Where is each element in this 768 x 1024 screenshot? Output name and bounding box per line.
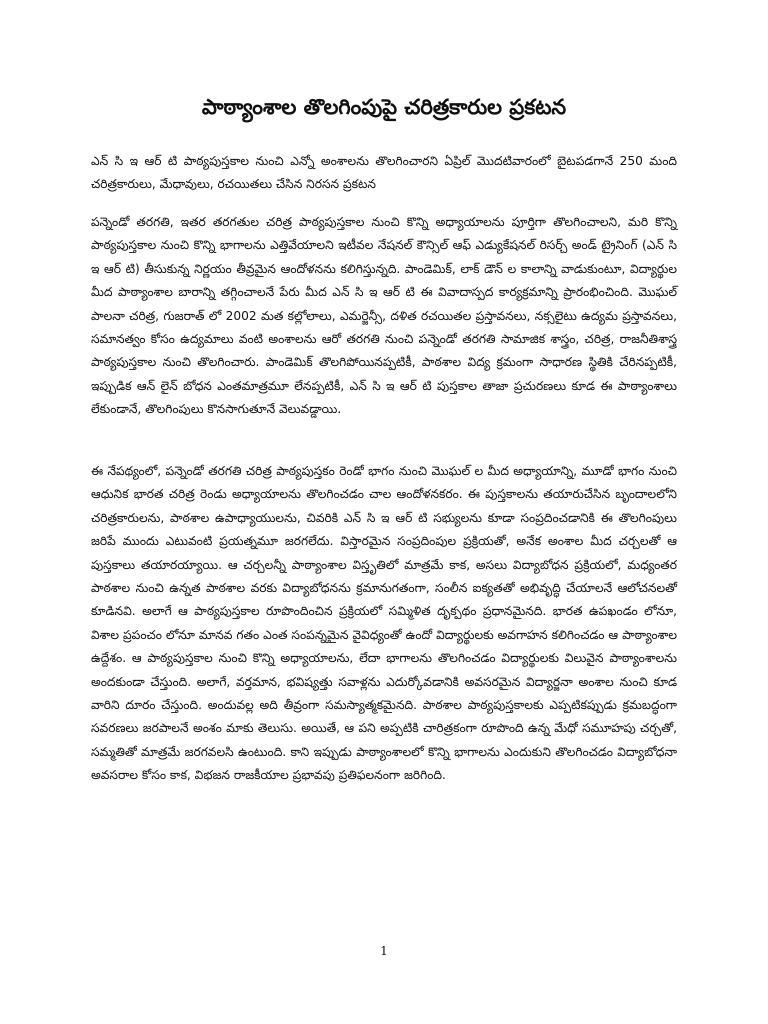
- body-paragraph-2: ఈ నేపథ్యంలో, పన్నెండో తరగతి చరిత్ర పాఠ్యపుస్తకం రెండో భాగం నుంచి మొఘల్ ల మీద అధ్యాయాన్ని, మూడో భాగం నుంచి ఆధునిక భారత చరిత్ర రెండు అధ్యాయాలను తొలగించడం చాల ఆందోళనకరం. ఈ పుస్తకాలను తయారుచేసిన బృందాలలోని చరిత్రకారులను, పాఠశాల ఉపాధ్యాయులను, చివరికి ఎన్ సి ఇ ఆర్ టి సభ్యులను కూడా సంప్రదించడానికి ఈ తొలగింపులు జరిపే ముందు ఎటువంటి ప్రయత్నమూ జరగలేదు. విస్తారమైన సంప్రదింపుల ప్రక్రియతో, అనేక అంశాల మీద చర్చలతో ఆ పుస్తకాలు తయారయ్యాయి. ఆ చర్చలన్నీ పాఠ్యాంశాల విస్తృతిలో మాత్రమే కాక, అసలు విద్యాబోధన ప్రక్రియలో, మధ్యంతర పాఠశాల నుంచి ఉన్నత పాఠశాల వరకు విద్యాబోధనను క్రమానుగతంగా, సంలీన ఐక్యతతో అభివృద్ధి చేయాలనే ఆలోచనలతో కూడినవి. అలాగే ఆ పాఠ్యపుస్తకాల రూపొందించిన ప్రక్రియలో సమ్మిళిత దృక్పథం ప్రధానమైనది. భారత ఉపఖండం లోనూ, విశాల ప్రపంచం లోనూ మానవ గతం ఎంత సంపన్నమైన వైవిధ్యంతో ఉందో విద్యార్థులకు అవగాహన కలిగించడం ఆ పాఠ్యాంశాల ఉద్దేశం. ఆ పాఠ్యపుస్తకాల నుంచి కొన్ని అధ్యాయాలను, లేదా భాగాలను తొలగించడం విద్యార్థులకు విలువైన పాఠ్యాంశాలను అందకుండా చేస్తుంది. అలాగే, వర్తమాన, భవిష్యత్తు సవాళ్లను ఎదుర్కోవడానికి అవసరమైన విద్యార్జనా అంశాల నుంచి కూడ వారిని దూరం చేస్తుంది. అందువల్ల అది తీవ్రంగా సమస్యాత్మకమైనది. పాఠశాల పాఠ్యపుస్తకాలకు ఎప్పటికప్పుడు క్రమబద్ధంగా సవరణలు జరపాలనే అంశం మాకు తెలుసు. అయితే, ఆ పని అప్పటికి చారిత్రకంగా రూపొంది ఉన్న మేధో సమూహపు చర్చతో, సమ్మతితో మాత్రమే జరగవలసి ఉంటుంది. కాని ఇప్పుడు పాఠ్యాంశాలలో కొన్ని భాగాలను ఎందుకుని తొలగించడం విద్యాబోధనా అవసరాల కోసం కాక, విభజన రాజకీయాల ప్రభావపు ప్రతిఫలనంగా జరిగింది.: [91, 464, 677, 783]
- body-paragraph-1: పన్నెండో తరగతి, ఇతర తరగతుల చరిత్ర పాఠ్యపుస్తకాల నుంచి కొన్ని అధ్యాయాలను పూర్తిగా తొలగించాలని, మరి కొన్ని పాఠ్యపుస్తకాల నుంచి కొన్ని భాగాలను ఎత్తివేయాలని ఇటీవల నేషనల్ కౌన్సిల్ ఆఫ్ ఎడ్యుకేషనల్ రిసర్చ్ అండ్ ట్రైనింగ్ (ఎన్ సి ఇ ఆర్ టి) తీసుకున్న నిర్ణయం తీవ్రమైన ఆందోళనను కలిగిస్తున్నది. పాండెమిక్, లాక్ డౌన్ ల కాలాన్ని వాడుకుంటూ, విద్యార్థుల మీద పాఠ్యాంశాల బారాన్ని తగ్గించాలనే పేరు మీద ఎన్ సి ఇ ఆర్ టి ఈ వివాదాస్పద కార్యక్రమాన్ని ప్రారంభించింది. మొఘల్ పాలనా చరిత్ర, గుజరాత్ లో 2002 మత కల్లోలాలు, ఎమర్జెన్సీ, దళిత రచయితల ప్రస్తావనలు, నక్సలైటు ఉద్యమ ప్రస్తావనలు, సమానత్వం కోసం ఉద్యమాలు వంటి అంశాలను ఆరో తరగతి నుంచి పన్నెండో తరగతి సామాజిక శాస్త్రం, చరిత్ర, రాజనీతిశాస్త్ర పాఠ్యపుస్తకాల నుంచి తొలగించారు. పాండెమిక్ తొలగిపోయినప్పటికీ, పాఠశాల విద్య క్రమంగా సాధారణ స్థితికి చేరినప్పటికీ, ఇప్పుడిక ఆన్ లైన్ బోధన ఎంతమాత్రమూ లేనప్పటికీ, ఎన్ సి ఇ ఆర్ టి పుస్తకాల తాజా ప్రచురణలు కూడ ఈ పాఠ్యాంశాలు లేకుండానే, తొలగింపులు కొనసాగుతూనే వెలువడ్డాయి.: [91, 215, 678, 417]
- page-number: 1: [380, 944, 388, 958]
- document-title: పాఠ్యాంశాల తొలగింపుపై చరిత్రకారుల ప్రకటన: [201, 95, 567, 119]
- intro-paragraph: ఎన్ సి ఇ ఆర్ టి పాఠ్యపుస్తకాల నుంచి ఎన్నో అంశాలను తొలగించారని ఏప్రిల్ మొదటివారంలో బైటపడగానే 250 మంది చరిత్రకారులు, మేధావులు, రచయితలు చేసిన నిరసన ప్రకటన: [91, 154, 677, 192]
